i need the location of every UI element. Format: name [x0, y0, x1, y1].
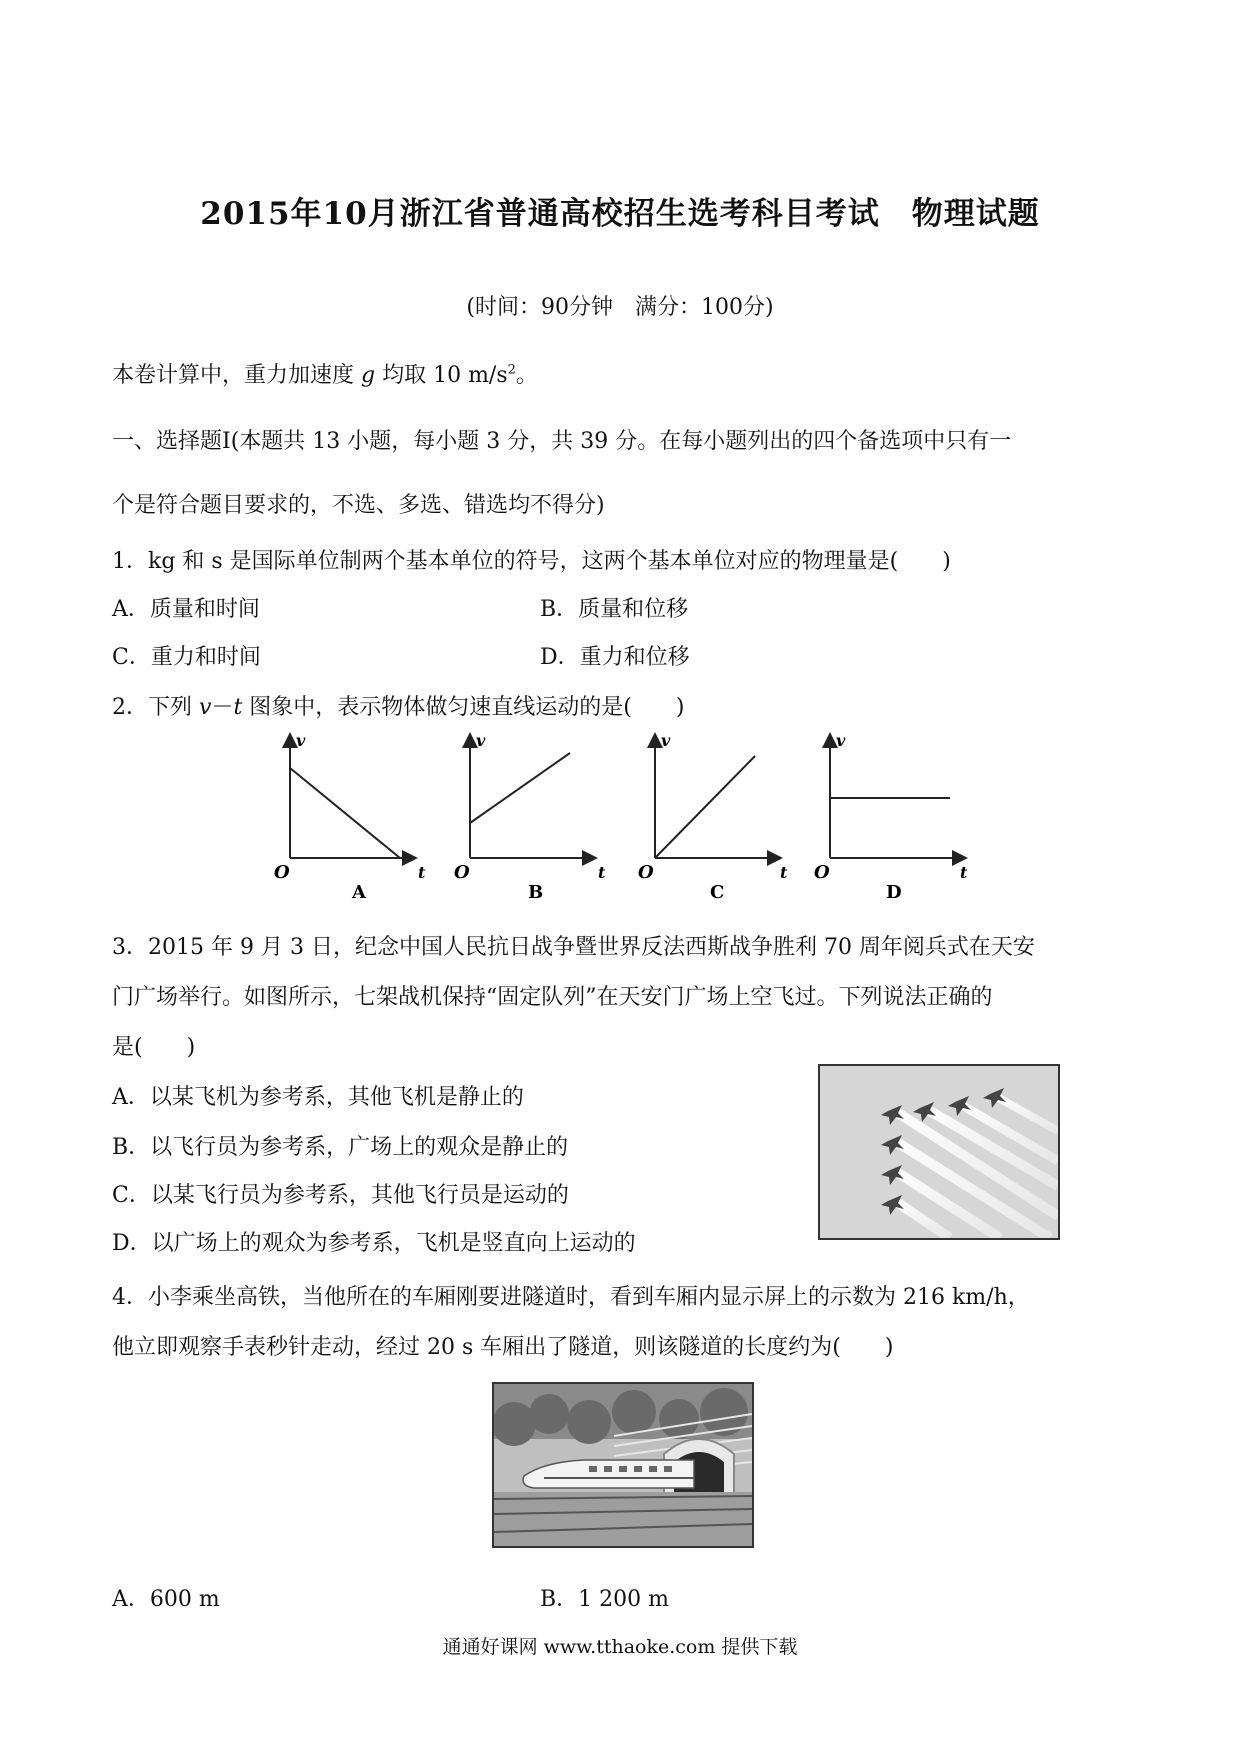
- graph-d: [814, 731, 968, 903]
- train-tunnel-image: [492, 1382, 754, 1548]
- q3-option-b: B．以飞行员为参考系，广场上的观众是静止的: [112, 1135, 569, 1160]
- vt-graphs-figure: [270, 728, 980, 908]
- q4-option-b: B．1 200 m: [540, 1587, 670, 1612]
- q1-option-a: A．质量和时间: [112, 597, 260, 622]
- svg-text:t: t: [960, 863, 968, 882]
- exam-info: (时间：90分钟 满分：100分): [466, 295, 774, 320]
- question-3-stem-line-3: 是( ): [112, 1035, 196, 1060]
- gravity-note: 本卷计算中，重力加速度 g 均取 10 $m/s^2$。: [112, 362, 538, 388]
- graph-d-label: D: [886, 882, 902, 903]
- svg-text:t: t: [598, 863, 606, 882]
- graph-c: [638, 731, 788, 903]
- section-heading-line-1: 一、选择题Ⅰ(本题共 13 小题，每小题 3 分，共 39 分。在每小题列出的四个备选项中只有一: [112, 429, 1012, 454]
- question-4-stem-line-2: 他立即观察手表秒针走动，经过 20 s 车厢出了隧道，则该隧道的长度约为( ): [112, 1335, 894, 1360]
- q1-option-c: C．重力和时间: [112, 645, 261, 670]
- svg-text:t: t: [780, 863, 788, 882]
- question-1-stem: 1．kg 和 s 是国际单位制两个基本单位的符号，这两个基本单位对应的物理量是( ): [112, 549, 951, 574]
- q4-option-a: A．600 m: [112, 1587, 220, 1612]
- svg-text:O: O: [638, 862, 654, 883]
- svg-text:t: t: [418, 863, 426, 882]
- graph-a-label: A: [352, 882, 366, 903]
- graph-b-label: B: [528, 882, 544, 903]
- question-2-stem: 2．下列 v－t 图象中，表示物体做匀速直线运动的是( ): [112, 695, 685, 720]
- section-heading-line-2: 个是符合题目要求的，不选、多选、错选均不得分): [112, 493, 605, 518]
- graph-a: [274, 731, 426, 903]
- q3-option-d: D．以广场上的观众为参考系，飞机是竖直向上运动的: [112, 1231, 636, 1256]
- graph-c-label: C: [710, 882, 725, 903]
- svg-text:O: O: [274, 862, 290, 883]
- graph-b: [454, 731, 606, 903]
- svg-text:O: O: [454, 862, 470, 883]
- fighter-jets-image: [818, 1064, 1060, 1240]
- page-title: 2015年10月浙江省普通高校招生选考科目考试 物理试题: [200, 196, 1040, 232]
- svg-text:v: v: [296, 731, 306, 750]
- svg-text:v: v: [836, 731, 846, 750]
- svg-text:v: v: [476, 731, 486, 750]
- q1-option-b: B．质量和位移: [540, 597, 689, 622]
- footer-credit: 通通好课网 www.tthaoke.com 提供下载: [442, 1636, 798, 1658]
- q3-option-c: C．以某飞行员为参考系，其他飞行员是运动的: [112, 1183, 569, 1208]
- question-3-stem-line-1: 3．2015 年 9 月 3 日，纪念中国人民抗日战争暨世界反法西斯战争胜利 70 周年阅兵式在天安: [112, 935, 1035, 960]
- svg-text:v: v: [661, 731, 671, 750]
- q1-option-d: D．重力和位移: [540, 645, 690, 670]
- svg-text:O: O: [814, 862, 830, 883]
- q3-option-a: A．以某飞机为参考系，其他飞机是静止的: [112, 1085, 524, 1110]
- question-4-stem-line-1: 4．小李乘坐高铁，当他所在的车厢刚要进隧道时，看到车厢内显示屏上的示数为 216 km/h，: [112, 1285, 1030, 1310]
- question-3-stem-line-2: 门广场举行。如图所示，七架战机保持“固定队列”在天安门广场上空飞过。下列说法正确的: [112, 985, 993, 1010]
